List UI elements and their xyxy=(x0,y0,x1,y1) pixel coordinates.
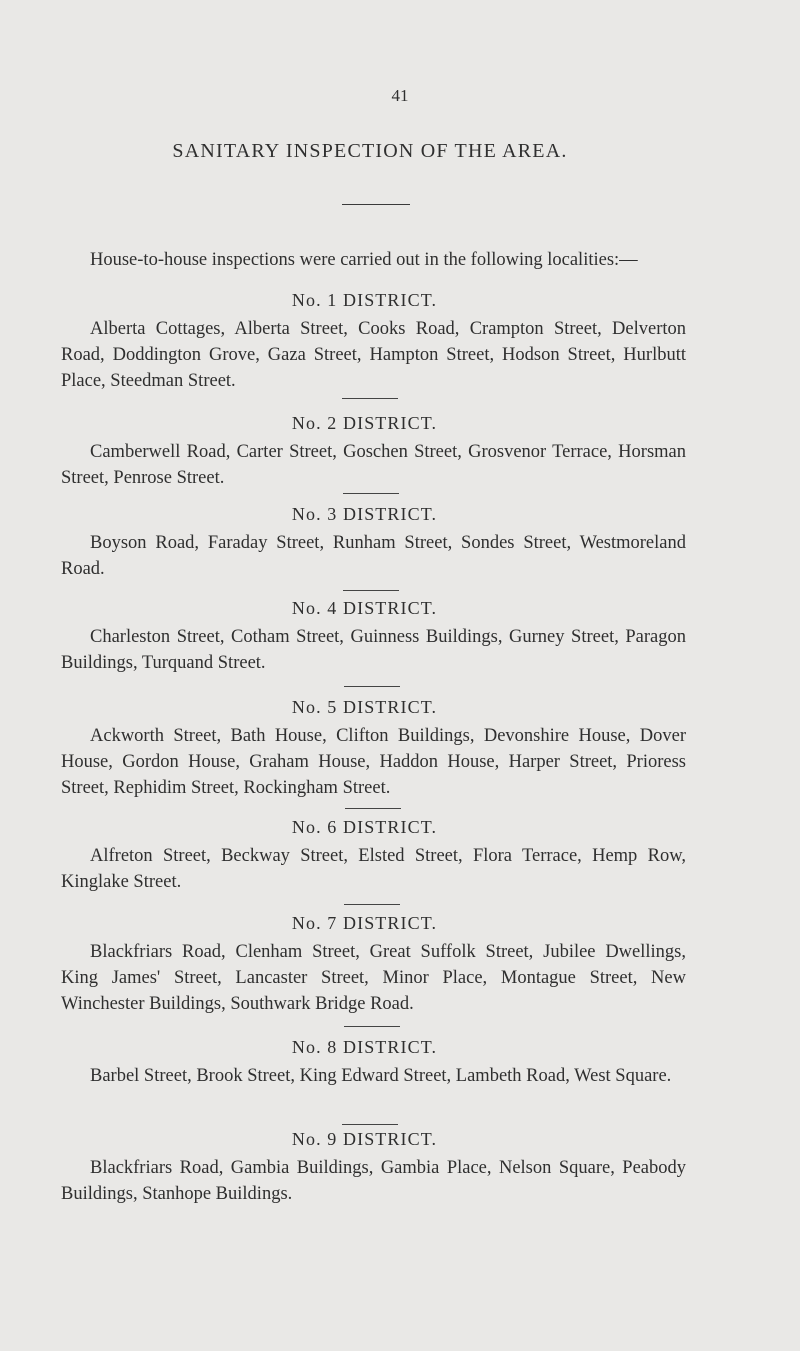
district-heading: No. 5 DISTRICT. xyxy=(291,697,438,717)
district-heading: No. 9 DISTRICT. xyxy=(291,1129,438,1149)
section-separator xyxy=(344,904,400,905)
title-rule xyxy=(342,204,410,205)
district-localities: Barbel Street, Brook Street, King Edward Street, Lambeth Road, West Square. xyxy=(90,1066,672,1086)
district-6-section xyxy=(61,815,686,895)
district-4-section xyxy=(61,596,686,676)
page-number: 41 xyxy=(391,86,409,105)
district-heading: No. 8 DISTRICT. xyxy=(291,1037,438,1057)
section-separator xyxy=(345,808,401,809)
district-heading: No. 6 DISTRICT. xyxy=(291,817,438,837)
district-heading: No. 3 DISTRICT. xyxy=(291,504,438,524)
district-5-section xyxy=(61,695,686,801)
section-separator xyxy=(343,493,399,494)
page-title: SANITARY INSPECTION OF THE AREA. xyxy=(172,140,568,162)
district-3-section xyxy=(61,502,686,582)
district-7-section xyxy=(61,911,686,1017)
district-heading: No. 4 DISTRICT. xyxy=(291,598,438,618)
section-separator xyxy=(343,590,399,591)
district-localities: Charleston Street, Cotham Street, Guinness Buildings, Gurney Street, Paragon Buildings, Turquand Street. xyxy=(61,627,686,673)
district-heading: No. 7 DISTRICT. xyxy=(291,913,438,933)
district-8-section xyxy=(61,1035,686,1089)
district-localities: Camberwell Road, Carter Street, Goschen Street, Grosvenor Terrace, Horsman Street, Penrose Street. xyxy=(61,442,686,488)
intro-paragraph: House-to-house inspections were carried out in the following localities:— xyxy=(90,250,638,270)
section-separator xyxy=(342,1124,398,1125)
section-separator xyxy=(344,686,400,687)
district-localities: Blackfriars Road, Gambia Buildings, Gambia Place, Nelson Square, Peabody Buildings, Stanhope Buildings. xyxy=(61,1158,686,1204)
district-localities: Alfreton Street, Beckway Street, Elsted Street, Flora Terrace, Hemp Row, Kinglake Street. xyxy=(61,846,686,892)
district-localities: Blackfriars Road, Clenham Street, Great Suffolk Street, Jubilee Dwellings, King James' Street, Lancaster Street, Minor Place, Montague Street, New Winchester Buildings, Southwark Bridge Road. xyxy=(61,942,686,1014)
district-heading: No. 1 DISTRICT. xyxy=(291,290,438,310)
district-localities: Boyson Road, Faraday Street, Runham Street, Sondes Street, Westmoreland Road. xyxy=(61,533,686,579)
district-localities: Alberta Cottages, Alberta Street, Cooks Road, Crampton Street, Delverton Road, Doddington Grove, Gaza Street, Hampton Street, Hodson Street, Hurlbutt Place, Steedman Street. xyxy=(61,319,686,391)
section-separator xyxy=(342,398,398,399)
district-heading: No. 2 DISTRICT. xyxy=(291,413,438,433)
district-localities: Ackworth Street, Bath House, Clifton Buildings, Devonshire House, Dover House, Gordon House, Graham House, Haddon House, Harper Street, Prioress Street, Rephidim Street, Rockingham Street. xyxy=(61,726,686,798)
district-2-section xyxy=(61,411,686,491)
district-9-section xyxy=(61,1127,686,1207)
section-separator xyxy=(344,1026,400,1027)
district-1-section xyxy=(61,288,686,394)
